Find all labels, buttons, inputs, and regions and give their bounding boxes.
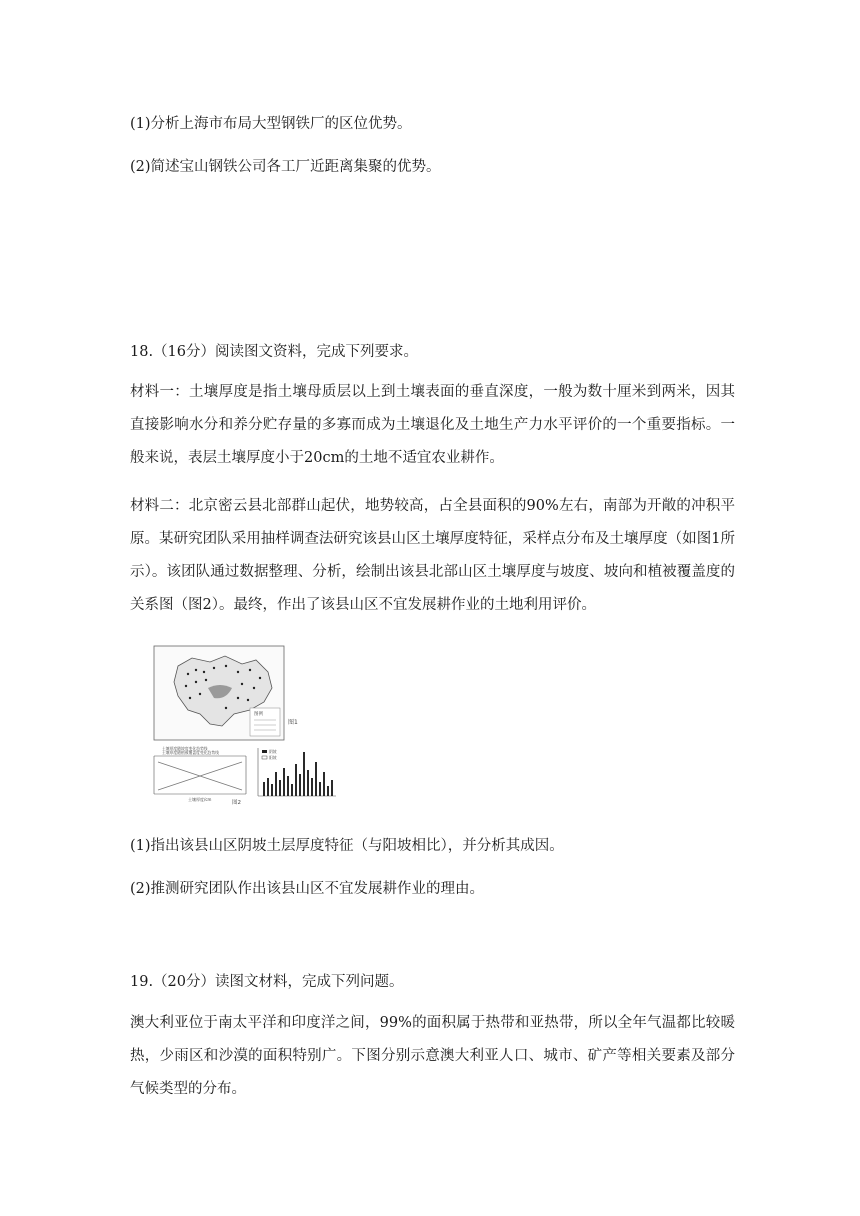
- q18-figure: [130, 644, 340, 808]
- q18-material1: 材料一：土壤厚度是指土壤母质层以上到土壤表面的垂直深度，一般为数十厘米到两米，因其直接影响水分和养分贮存量的多寡而成为土壤退化及土地生产力水平评价的一个重要指标。一般来说，表层土壤厚度小于20cm的土地不适宜农业耕作。: [130, 384, 735, 466]
- q19-heading: 19.（20分）读图文材料，完成下列问题。: [130, 974, 404, 990]
- bar-legend-1: 阴坡: [269, 749, 277, 754]
- q18-sub2: (2)推测研究团队作出该县山区不宜发展耕作业的理由。: [130, 881, 485, 897]
- figure-illustration: [130, 644, 340, 808]
- q17-sub1: (1)分析上海市布局大型钢铁厂的区位优势。: [130, 116, 412, 132]
- legend-line2: 土壤厚度随植被覆盖度变化趋势线: [162, 750, 219, 755]
- q18-sub1: (1)指出该县山区阴坡土层厚度特征（与阳坡相比），并分析其成因。: [130, 838, 564, 854]
- bar-legend-2: 阳坡: [269, 755, 277, 760]
- q18-heading: 18.（16分）阅读图文资料，完成下列要求。: [130, 344, 419, 360]
- q18-material2: 材料二：北京密云县北部群山起伏，地势较高，占全县面积的90%左右，南部为开敞的冲积平原。某研究团队采用抽样调查法研究该县山区土壤厚度特征，采样点分布及土壤厚度（如图1所示）。该团队通过数据整理、分析，绘制出该县北部山区土壤厚度与坡度、坡向和植被覆盖度的关系图（图2）。最终，作出了该县山区不宜发展耕作业的土地利用评价。: [130, 498, 735, 613]
- x-label: 土壤厚度/cm: [188, 797, 212, 802]
- q17-sub2: (2)简述宝山钢铁公司各工厂近距离集聚的优势。: [130, 159, 441, 175]
- legend-title: 图例: [254, 712, 263, 717]
- fig1-label: 图1: [288, 719, 298, 726]
- q19-material: 澳大利亚位于南太平洋和印度洋之间，99%的面积属于热带和亚热带，所以全年气温都比较暖热，少雨区和沙漠的面积特别广。下图分别示意澳大利亚人口、城市、矿产等相关要素及部分气候类型的分布。: [130, 1015, 735, 1097]
- fig2-label: 图2: [232, 800, 241, 806]
- legend-line1: 土壤厚度随坡度变化趋势线: [162, 746, 208, 751]
